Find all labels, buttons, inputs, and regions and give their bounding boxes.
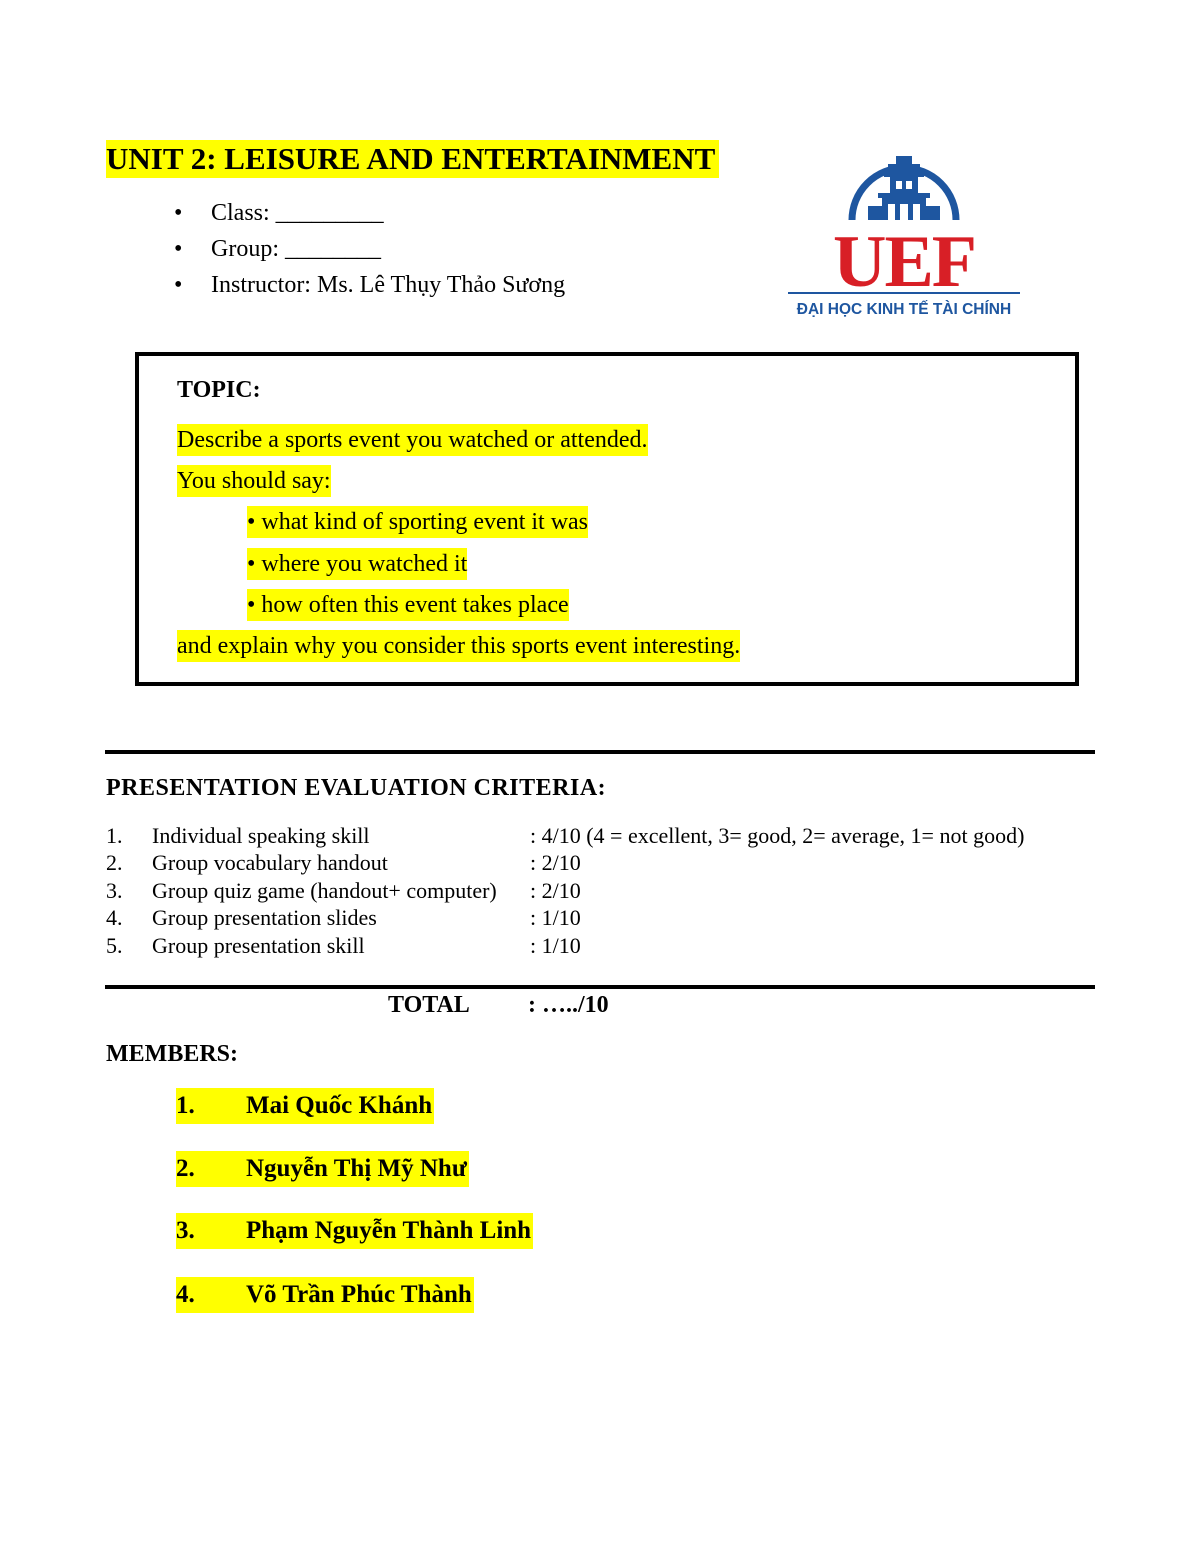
topic-point: • how often this event takes place <box>247 589 569 621</box>
uef-logo <box>784 150 1024 322</box>
divider <box>105 985 1095 989</box>
criteria-label: Group presentation skill <box>152 932 365 958</box>
members-title: MEMBERS: <box>106 1041 238 1067</box>
member-item <box>176 1088 434 1124</box>
topic-point: • what kind of sporting event it was <box>247 506 588 538</box>
member-item <box>176 1213 533 1249</box>
member-number: 4. <box>176 1281 195 1308</box>
topic-box <box>135 352 1079 686</box>
criteria-title: PRESENTATION EVALUATION CRITERIA: <box>106 775 607 801</box>
logo-wordmark: UEF <box>833 221 975 303</box>
member-name: Phạm Nguyễn Thành Linh <box>246 1217 532 1244</box>
criteria-number: 3. <box>106 877 123 903</box>
topic-lead: You should say: <box>177 465 331 497</box>
criteria-value: : 2/10 <box>530 850 581 876</box>
member-name: Mai Quốc Khánh <box>246 1092 433 1119</box>
topic-label: TOPIC: <box>177 377 261 403</box>
class-field: • Class: _________ <box>174 196 565 232</box>
criteria-label: Group vocabulary handout <box>152 850 388 876</box>
criteria-number: 2. <box>106 850 123 876</box>
criteria-value: : 1/10 <box>530 932 581 958</box>
criteria-value: : 2/10 <box>530 877 581 903</box>
criteria-value: : 1/10 <box>530 905 581 931</box>
member-name: Nguyễn Thị Mỹ Như <box>246 1155 467 1182</box>
divider <box>105 750 1095 754</box>
topic-closing: and explain why you consider this sports event interesting. <box>177 630 740 662</box>
criteria-number: 1. <box>106 823 123 848</box>
class-info-list <box>174 196 565 304</box>
member-item <box>176 1151 469 1187</box>
logo-building-icon <box>868 156 940 220</box>
member-item <box>176 1277 474 1313</box>
member-number: 1. <box>176 1092 195 1119</box>
criteria-number: 5. <box>106 932 123 958</box>
criteria-label: Group quiz game (handout+ computer) <box>152 877 497 903</box>
criteria-value: : 4/10 (4 = excellent, 3= good, 2= average, 1= not good) <box>530 823 1025 848</box>
criteria-label: Individual speaking skill <box>152 823 370 848</box>
topic-prompt: Describe a sports event you watched or attended. <box>177 424 648 456</box>
criteria-label: Group presentation slides <box>152 905 377 931</box>
criteria-number: 4. <box>106 905 123 931</box>
member-name: Võ Trần Phúc Thành <box>246 1281 472 1308</box>
group-field: • Group: ________ <box>174 232 565 268</box>
topic-point: • where you watched it <box>247 548 467 580</box>
member-number: 3. <box>176 1217 195 1244</box>
document-title: UNIT 2: LEISURE AND ENTERTAINMENT <box>106 140 719 178</box>
logo-subtitle: ĐẠI HỌC KINH TẾ TÀI CHÍNH <box>796 301 1012 318</box>
instructor-field: • Instructor: Ms. Lê Thụy Thảo Sương <box>174 268 565 304</box>
member-number: 2. <box>176 1155 195 1182</box>
total-label: TOTAL <box>388 992 470 1018</box>
total-value: : …../10 <box>528 992 609 1018</box>
